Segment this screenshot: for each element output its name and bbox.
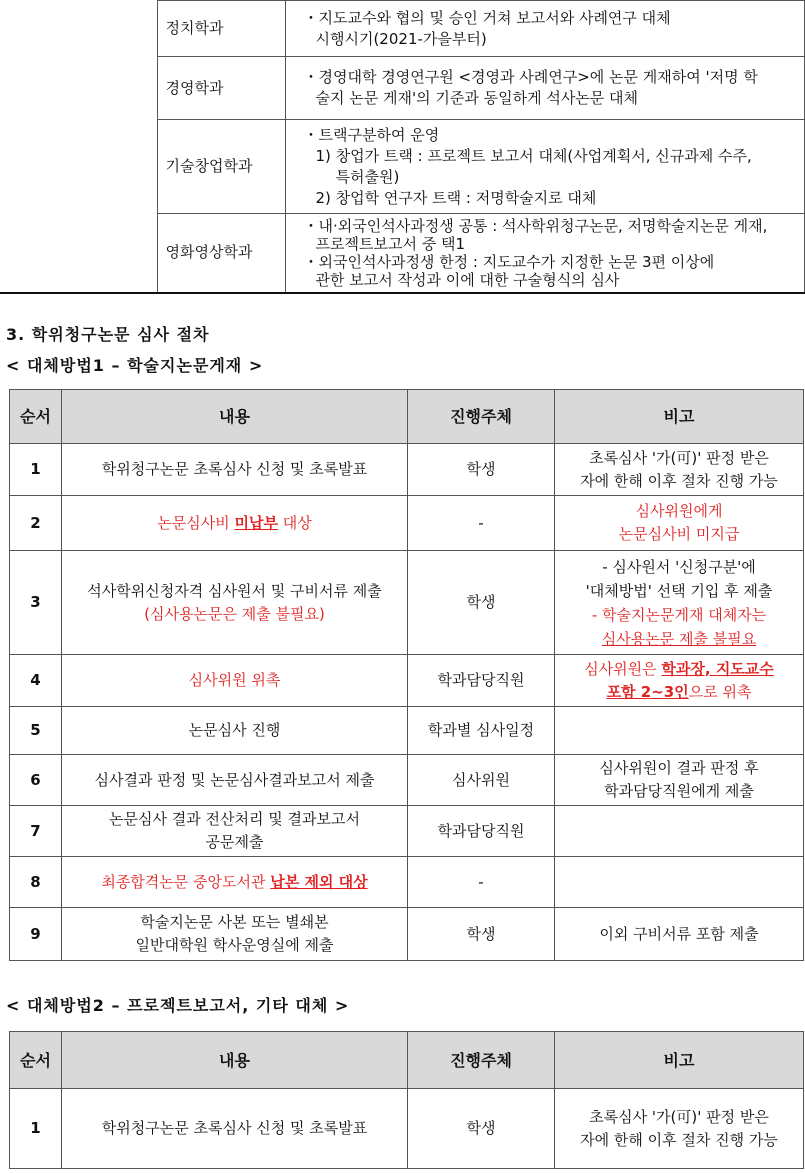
method2-title: < 대체방법2 – 프로젝트보고서, 기타 대체 > bbox=[6, 996, 350, 1015]
dept-description: ・트랙구분하여 운영 1) 창업가 트랙 : 프로젝트 보고서 대체(사업계획서, 신규과제 수주, 특허출원) 2) 창업학 연구자 트랙 : 저명학술지로 대체 bbox=[285, 120, 805, 214]
method1-procedure-table bbox=[9, 389, 804, 961]
col-header-content: 내용 bbox=[62, 1032, 408, 1089]
step-note bbox=[555, 707, 804, 755]
col-header-note: 비고 bbox=[555, 1032, 804, 1089]
dept-name: 경영학과 bbox=[157, 57, 285, 120]
step-number: 7 bbox=[10, 806, 62, 857]
step-content: 논문심사비 미납부 대상 bbox=[62, 496, 408, 551]
table-row bbox=[10, 551, 804, 655]
step-note: 초록심사 '가(可)' 판정 받은 자에 한해 이후 절차 진행 가능 bbox=[555, 444, 804, 496]
step-note: 심사위원에게 논문심사비 미지급 bbox=[555, 496, 804, 551]
table-row bbox=[10, 857, 804, 908]
step-actor: 학과담당직원 bbox=[408, 655, 555, 707]
step-note bbox=[555, 857, 804, 908]
dept-description: ・지도교수와 협의 및 승인 거쳐 보고서와 사례연구 대체 시행시기(2021-가을부터) bbox=[285, 1, 805, 57]
step-content: 최종합격논문 중앙도서관 납본 제외 대상 bbox=[62, 857, 408, 908]
step-content: 논문심사 결과 전산처리 및 결과보고서 공문제출 bbox=[62, 806, 408, 857]
step-number: 1 bbox=[10, 444, 62, 496]
step-note bbox=[555, 806, 804, 857]
dept-description: ・경영대학 경영연구원 <경영과 사례연구>에 논문 게재하여 '저명 학 술지 논문 게재'의 기준과 동일하게 석사논문 대체 bbox=[285, 57, 805, 120]
step-number: 3 bbox=[10, 551, 62, 655]
step-content: 학위청구논문 초록심사 신청 및 초록발표 bbox=[62, 444, 408, 496]
method1-title: < 대체방법1 – 학술지논문게재 > bbox=[6, 356, 264, 375]
table-header-row bbox=[10, 1032, 804, 1089]
table-row bbox=[10, 496, 804, 551]
department-alternatives-table bbox=[0, 0, 805, 294]
step-actor: 학생 bbox=[408, 908, 555, 961]
step-note: 이외 구비서류 포함 제출 bbox=[555, 908, 804, 961]
step-content: 학술지논문 사본 또는 별쇄본 일반대학원 학사운영실에 제출 bbox=[62, 908, 408, 961]
table-row bbox=[10, 444, 804, 496]
step-actor: 학과담당직원 bbox=[408, 806, 555, 857]
step-number: 2 bbox=[10, 496, 62, 551]
step-actor: 학생 bbox=[408, 444, 555, 496]
table-header-row bbox=[10, 390, 804, 444]
step-actor: 학생 bbox=[408, 1089, 555, 1169]
table-row bbox=[0, 1, 805, 57]
dept-name: 기술창업학과 bbox=[157, 120, 285, 214]
col-header-note: 비고 bbox=[555, 390, 804, 444]
table-row bbox=[10, 1089, 804, 1169]
table-row bbox=[10, 655, 804, 707]
step-content: 논문심사 진행 bbox=[62, 707, 408, 755]
step-actor: 심사위원 bbox=[408, 755, 555, 806]
step-number: 6 bbox=[10, 755, 62, 806]
step-actor: 학과별 심사일정 bbox=[408, 707, 555, 755]
step-actor: 학생 bbox=[408, 551, 555, 655]
step-content: 심사결과 판정 및 논문심사결과보고서 제출 bbox=[62, 755, 408, 806]
table-row bbox=[10, 755, 804, 806]
step-content: 학위청구논문 초록심사 신청 및 초록발표 bbox=[62, 1089, 408, 1169]
step-number: 4 bbox=[10, 655, 62, 707]
step-number: 8 bbox=[10, 857, 62, 908]
col-header-actor: 진행주체 bbox=[408, 1032, 555, 1089]
col-header-order: 순서 bbox=[10, 1032, 62, 1089]
table-row bbox=[0, 120, 805, 214]
step-content: 심사위원 위촉 bbox=[62, 655, 408, 707]
table-row bbox=[0, 214, 805, 293]
dept-name: 영화영상학과 bbox=[157, 214, 285, 293]
col-header-order: 순서 bbox=[10, 390, 62, 444]
method2-procedure-table bbox=[9, 1031, 804, 1169]
table-row bbox=[10, 707, 804, 755]
step-note: - 심사원서 '신청구분'에 '대체방법' 선택 기입 후 제출 - 학술지논문게재 대체자는 심사용논문 제출 불필요 bbox=[555, 551, 804, 655]
col-header-actor: 진행주체 bbox=[408, 390, 555, 444]
table-row bbox=[0, 57, 805, 120]
dept-name: 정치학과 bbox=[157, 1, 285, 57]
step-number: 5 bbox=[10, 707, 62, 755]
dept-description: ・내·외국인석사과정생 공통 : 석사학위청구논문, 저명학술지논문 게재, 프로젝트보고서 중 택1 ・외국인석사과정생 한정 : 지도교수가 지정한 논문 3편 이상에 관한 보고서 작성과 이에 대한 구술형식의 심사 bbox=[285, 214, 805, 293]
step-note: 초록심사 '가(可)' 판정 받은 자에 한해 이후 절차 진행 가능 bbox=[555, 1089, 804, 1169]
step-number: 9 bbox=[10, 908, 62, 961]
step-note: 심사위원이 결과 판정 후 학과담당직원에게 제출 bbox=[555, 755, 804, 806]
section-heading: 3. 학위청구논문 심사 절차 bbox=[6, 325, 210, 344]
table-row bbox=[10, 806, 804, 857]
step-actor: - bbox=[408, 496, 555, 551]
step-content: 석사학위신청자격 심사원서 및 구비서류 제출 (심사용논문은 제출 불필요) bbox=[62, 551, 408, 655]
step-number: 1 bbox=[10, 1089, 62, 1169]
table-row bbox=[10, 908, 804, 961]
step-note: 심사위원은 학과장, 지도교수 포함 2~3인으로 위촉 bbox=[555, 655, 804, 707]
col-header-content: 내용 bbox=[62, 390, 408, 444]
step-actor: - bbox=[408, 857, 555, 908]
